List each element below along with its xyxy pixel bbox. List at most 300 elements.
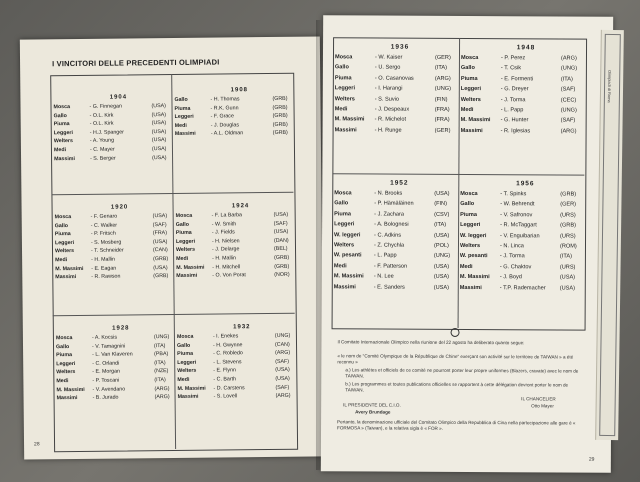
country-code: (GRB)	[153, 273, 169, 280]
winner-row	[176, 271, 306, 281]
year-heading: 1956	[516, 180, 535, 188]
country-code: (USA)	[152, 154, 167, 161]
country-code: (USA)	[273, 211, 289, 218]
athlete-name: - L. Van Klaveren	[92, 351, 133, 359]
athlete-name: - V. Enguibarian	[500, 232, 540, 240]
weight-class: Massimi	[174, 131, 196, 138]
athlete-name: - N. Lee	[373, 273, 394, 280]
winner-row	[335, 94, 465, 105]
athlete-name: - U. Sergo	[374, 64, 401, 72]
page-title: I VINCITORI DELLE PRECEDENTI OLIMPIADI	[52, 57, 220, 69]
athlete-name: - R.K. Gunn	[210, 104, 239, 112]
country-code: (ARG)	[154, 385, 170, 392]
signature-name: Avery Brundage	[355, 409, 391, 415]
winner-row	[335, 84, 465, 95]
year-block-1928	[56, 325, 187, 403]
country-code: (URS)	[560, 233, 576, 240]
signature-name: Otto Mayer	[531, 403, 554, 409]
year-heading: 1936	[390, 43, 410, 51]
athlete-name: - H. Nielsen	[211, 238, 240, 245]
athlete-name: - O. Casanovas	[374, 75, 414, 82]
athlete-name: - E. Sanders	[373, 284, 405, 291]
country-code: (CAN)	[274, 341, 290, 348]
weight-class: Massimi	[460, 127, 483, 134]
winner-row	[461, 126, 591, 137]
weight-class: Welters	[177, 368, 197, 375]
country-code: (CEC)	[560, 97, 577, 104]
announcement-paragraph: b.) Les programmes et toutes publications officielles se rapportent à cette délégation devront porter le nom de TAIWAN.	[345, 381, 569, 393]
year-block-1932	[177, 324, 308, 402]
weight-class: Mosca	[175, 212, 193, 219]
athlete-name: - Z. Chychla	[373, 242, 405, 249]
weight-class: Welters	[334, 95, 355, 103]
winner-row	[178, 392, 308, 402]
winner-row	[460, 210, 590, 221]
athlete-name: - A. Young	[89, 137, 115, 145]
country-code: (USA)	[151, 103, 166, 110]
country-code: (ITA)	[154, 377, 166, 384]
country-code: (ROM)	[559, 243, 577, 250]
weight-class: Mosca	[460, 54, 479, 62]
athlete-name: - H. Thomas	[210, 96, 240, 103]
winner-row	[460, 272, 590, 283]
country-code: (USA)	[152, 213, 168, 220]
athlete-name: - W. Smith	[211, 220, 237, 228]
athlete-name: - C. Adkins	[374, 232, 402, 239]
year-heading: 1924	[231, 203, 250, 210]
athlete-name: - H.J. Spanger	[89, 129, 124, 136]
winner-row	[55, 272, 185, 282]
year-heading: 1932	[233, 324, 251, 331]
weight-class: Gallo	[334, 64, 349, 71]
country-code: (FIN)	[434, 201, 447, 208]
winner-row	[461, 84, 591, 95]
winner-row	[460, 241, 590, 252]
athlete-name: - C. Orlandi	[92, 360, 120, 367]
athlete-name: - H. Runge	[374, 127, 402, 134]
athlete-name: - A. Bolognesi	[374, 221, 409, 228]
country-code: (SAF)	[560, 117, 576, 125]
weight-class: Massimi	[333, 283, 356, 291]
athlete-name: - J. Fields	[211, 229, 235, 236]
weight-class: Gallo	[174, 96, 188, 103]
announcement-paragraph: « le nom de "Comité Olympique de la République de Chine" exerçant son activité sur le territoire de TAIWAN » a été reconnu »	[337, 353, 574, 365]
weight-class: Medi	[459, 263, 473, 270]
athlete-name: - G. Finnegan	[89, 103, 122, 110]
country-code: (ARG)	[560, 128, 577, 135]
athlete-name: - H. Gwynne	[212, 341, 243, 349]
weight-class: Piuma	[460, 211, 477, 218]
country-code: (PBA)	[154, 351, 169, 358]
weight-class: Gallo	[175, 221, 190, 228]
weight-class: Mosca	[54, 214, 72, 221]
athlete-name: - V. Safronov	[500, 211, 533, 219]
weight-class: Medi	[177, 376, 190, 383]
weight-class: Piuma	[175, 229, 192, 237]
weight-class: Massimi	[334, 127, 357, 134]
signature-title: IL PRESIDENTE DEL C.I.O.	[343, 402, 401, 408]
athlete-name: - T. Schneider	[90, 247, 124, 255]
weight-class: M. Massimi	[55, 265, 84, 272]
country-code: (USA)	[151, 111, 167, 118]
country-code: (ARG)	[434, 75, 451, 82]
year-block-1948	[461, 44, 591, 137]
country-code: (GRB)	[153, 256, 169, 263]
weight-class: M. Massimi	[177, 385, 206, 392]
athlete-name: - V. Tamagnini	[91, 343, 126, 350]
weight-class: Gallo	[460, 201, 475, 208]
country-code: (SAF)	[275, 384, 290, 391]
year-block-1936	[335, 43, 465, 136]
winner-row	[335, 52, 465, 63]
weight-class: Piuma	[174, 105, 191, 112]
country-code: (USA)	[434, 190, 450, 197]
country-code: (ITA)	[434, 65, 447, 72]
country-code: (POL)	[433, 242, 449, 249]
signature-title: IL CHANCELIER	[521, 396, 556, 402]
announcement-paragraph: a.) Les athlètes et officiels de ce comité ne pourront porter leur propre uniformes (Blazers, cravate) avec le nom de TAIWAN.	[345, 367, 579, 379]
country-code: (USA)	[559, 274, 576, 281]
athlete-name: - O. Von Porat	[212, 272, 246, 279]
winner-row	[175, 129, 305, 139]
page-number: 28	[34, 441, 40, 448]
year-heading: 1904	[109, 94, 128, 101]
athlete-name: - E. Flynn	[213, 367, 236, 374]
winner-row	[334, 199, 464, 210]
weight-class: Piuma	[460, 75, 478, 82]
winner-row	[334, 240, 464, 251]
athlete-name: - B. Jurado	[92, 394, 119, 401]
athlete-name: - P. Perez	[500, 55, 526, 62]
athlete-name: - E. Formenti	[500, 75, 534, 83]
country-code: (GRB)	[272, 95, 288, 102]
athlete-name: - J. Despeaux	[374, 106, 410, 113]
weight-class: W. leggeri	[334, 231, 361, 239]
winner-row	[461, 105, 591, 116]
athlete-name: - P. Toscani	[92, 377, 120, 384]
country-code: (NZE)	[154, 368, 169, 375]
winner-row	[334, 209, 464, 220]
athlete-name: - F. Genaro	[90, 213, 118, 220]
country-code: (UNG)	[560, 65, 578, 72]
athlete-name: - P. Fritsch	[90, 230, 116, 238]
winner-row	[335, 125, 465, 136]
country-code: (ARG)	[275, 349, 291, 357]
weight-class: M. Massimi	[459, 274, 490, 281]
country-code: (GRB)	[274, 254, 290, 261]
weight-class: Welters	[53, 138, 73, 145]
athlete-name: - S. Suvio	[374, 96, 400, 103]
athlete-name: - T.P. Rademacher	[499, 284, 546, 292]
country-code: (CSV)	[434, 211, 450, 218]
winner-row	[460, 231, 590, 242]
athlete-name: - J. Zachara	[374, 211, 405, 218]
winner-row	[335, 104, 465, 115]
country-code: (USA)	[152, 238, 168, 245]
country-code: (CAN)	[152, 247, 168, 254]
winner-row	[461, 63, 591, 74]
country-code: (ITA)	[560, 76, 573, 83]
winner-row	[54, 153, 184, 163]
country-code: (ARG)	[560, 55, 577, 62]
winner-row	[335, 63, 465, 74]
winner-row	[335, 115, 465, 126]
country-code: (URS)	[560, 212, 576, 219]
country-code: (USA)	[151, 146, 167, 153]
weight-class: Medi	[176, 255, 189, 262]
country-code: (USA)	[153, 264, 168, 271]
year-heading: 1928	[112, 325, 130, 332]
athlete-name: - D. Carstens	[213, 384, 245, 392]
right-page	[321, 15, 613, 473]
athlete-name: - W. Kaiser	[374, 54, 403, 61]
country-code: (GER)	[434, 54, 451, 61]
athlete-name: - L. Papp	[500, 107, 524, 114]
athlete-name: - G. Dreyer	[500, 86, 529, 93]
athlete-name: - L. Stevens	[213, 359, 242, 366]
weight-class: Mosca	[334, 190, 352, 197]
winner-row	[460, 251, 590, 262]
weight-class: Mosca	[55, 335, 73, 342]
weight-class: Mosca	[460, 190, 478, 198]
weight-class: Medi	[174, 122, 187, 129]
country-code: (USA)	[433, 274, 450, 281]
country-code: (USA)	[275, 375, 290, 382]
weight-class: Gallo	[460, 65, 475, 72]
country-code: (GRB)	[272, 112, 288, 120]
weight-class: Mosca	[53, 104, 71, 111]
winner-row	[334, 282, 464, 293]
country-code: (ITA)	[434, 222, 447, 229]
athlete-name: - G. Chaktov	[499, 264, 532, 271]
country-code: (ITA)	[559, 253, 572, 260]
athlete-name: - F. La Barba	[211, 212, 243, 219]
winner-row	[334, 188, 464, 199]
country-code: (UNG)	[560, 107, 577, 114]
weight-class: Welters	[54, 248, 75, 255]
country-code: (UNG)	[153, 334, 170, 341]
country-code: (UNG)	[434, 86, 451, 93]
country-code: (FRA)	[152, 230, 168, 237]
weight-class: Gallo	[55, 343, 70, 350]
athlete-name: - S. Mosberg	[90, 239, 122, 246]
winner-row	[461, 115, 591, 126]
country-code: (GRB)	[560, 191, 577, 198]
weight-class: Leggeri	[175, 238, 196, 245]
year-heading: 1920	[110, 204, 129, 211]
weight-class: Massimi	[177, 393, 199, 401]
year-block-1952	[334, 179, 465, 293]
country-code: (UNG)	[433, 253, 451, 260]
weight-class: M. Massimi	[460, 117, 491, 124]
athlete-name: - R. Rawson	[91, 273, 121, 281]
weight-class: Medi	[333, 263, 347, 270]
country-code: (GRB)	[560, 222, 576, 229]
winner-row	[460, 262, 590, 273]
weight-class: Massimi	[55, 274, 77, 281]
athlete-name: - V. Avendano	[92, 386, 126, 393]
country-code: (BEL)	[273, 246, 288, 253]
year-heading: 1908	[230, 87, 249, 94]
athlete-name: - P. Hämäläinen	[374, 200, 414, 208]
athlete-name: - L. Papp	[373, 252, 397, 260]
weight-class: Leggeri	[54, 239, 75, 247]
weight-class: Leggeri	[334, 221, 355, 228]
weight-class: W. pesanti	[333, 252, 362, 259]
athlete-name: - N. Brooks	[374, 190, 403, 197]
country-code: (GRB)	[272, 104, 288, 111]
country-code: (GER)	[434, 127, 451, 134]
athlete-name: - W. Behrendt	[500, 201, 535, 208]
country-code: (FRA)	[434, 117, 450, 124]
weight-class: Gallo	[334, 200, 349, 207]
country-code: (USA)	[275, 367, 290, 374]
winner-row	[461, 74, 591, 85]
country-code: (USA)	[151, 137, 167, 144]
announcement-paragraph: Pertanto, la denominazione ufficiale del Comitato Olimpico della Repubblica di Cina nella partecipazione alle gare è « FORMOSA » (Taiwan), e la relativa sigla è « FOR ».	[337, 419, 576, 432]
weight-class: Medi	[460, 106, 474, 114]
winner-row	[334, 272, 464, 283]
weight-class: Welters	[459, 242, 481, 250]
athlete-name: - J. Douglas	[210, 122, 240, 129]
country-code: (USA)	[559, 285, 576, 292]
weight-class: M. Massimi	[334, 116, 365, 123]
strip-label: Olimpiadi di Roma	[606, 69, 613, 103]
year-block-1908	[174, 87, 305, 139]
winner-row	[334, 230, 464, 241]
weight-class: W. leggeri	[460, 232, 487, 239]
country-code: (FRA)	[434, 106, 450, 113]
athlete-name: - A.L. Oldman	[210, 130, 244, 137]
country-code: (SAF)	[560, 86, 576, 93]
athlete-name: - N. Linca	[499, 243, 524, 250]
winner-row	[460, 220, 590, 231]
winner-row	[460, 199, 590, 210]
country-code: (SAF)	[273, 220, 288, 227]
athlete-name: - O.L. Kirk	[89, 112, 114, 119]
winner-row	[460, 189, 590, 200]
weight-class: Mosca	[176, 333, 194, 340]
country-code: (UNG)	[274, 332, 291, 339]
country-code: (URS)	[559, 264, 576, 271]
weight-class: Leggeri	[53, 129, 73, 137]
athlete-name: - H. Mitchell	[212, 263, 241, 271]
winner-row	[461, 53, 591, 64]
year-block-1904	[53, 94, 184, 164]
athlete-name: - E. Eagan	[91, 265, 117, 272]
weight-class: Piuma	[334, 75, 352, 82]
athlete-name: - R. McTaggart	[500, 222, 537, 229]
athlete-name: - H. Mallin	[212, 255, 236, 262]
athlete-name: - C. Robledo	[213, 350, 243, 357]
year-heading: 1952	[390, 179, 409, 187]
weight-class: Gallo	[176, 342, 191, 349]
weight-class: Medi	[53, 147, 67, 154]
country-code: (NOR)	[274, 271, 290, 279]
weight-class: Welters	[333, 242, 355, 249]
winner-row	[461, 95, 591, 106]
country-code: (USA)	[433, 263, 450, 270]
year-block-1956	[460, 180, 591, 294]
country-code: (GRB)	[274, 263, 290, 270]
country-code: (DAN)	[273, 237, 289, 244]
weight-class: Medi	[334, 106, 348, 113]
country-code: (GRB)	[272, 121, 288, 128]
page-number: 29	[588, 456, 595, 463]
country-code: (USA)	[151, 128, 167, 135]
weight-class: Massimi	[459, 284, 482, 291]
athlete-name: - J. Torma	[499, 253, 525, 260]
winner-row	[460, 283, 590, 294]
weight-class: Leggeri	[334, 85, 356, 92]
weight-class: Leggeri	[460, 86, 482, 93]
athlete-name: - C. Walker	[90, 222, 118, 229]
weight-class: M. Massimi	[176, 264, 205, 271]
country-code: (FIN)	[434, 96, 448, 103]
weight-class: Leggeri	[177, 359, 197, 366]
athlete-name: - S. Lovell	[213, 393, 238, 400]
weight-class: Welters	[460, 96, 481, 103]
year-block-1924	[176, 203, 307, 281]
athlete-name: - I. Harangi	[374, 85, 403, 92]
athlete-name: - O.L. Kirk	[89, 120, 114, 128]
weight-class: Leggeri	[174, 113, 194, 121]
winner-row	[334, 220, 464, 231]
weight-class: M. Massimi	[333, 273, 364, 280]
announcement-paragraph: Il Comitato Internazionale Olimpico nella riunione del 22 agosto ha deliberato quanto segue:	[337, 339, 525, 346]
athlete-name: - S. Berger	[90, 155, 116, 162]
winner-row	[57, 393, 187, 403]
athlete-name: - F. Patterson	[373, 263, 408, 270]
athlete-name: - R. Michelot	[374, 116, 407, 124]
country-code: (USA)	[434, 232, 450, 239]
country-code: (ARG)	[275, 392, 291, 400]
weight-class: Piuma	[177, 350, 194, 358]
weight-class: Piuma	[53, 121, 70, 128]
country-code: (USA)	[433, 284, 450, 291]
athlete-name: - T. Spinks	[500, 191, 527, 198]
athlete-name: - R. Iglesias	[500, 128, 531, 135]
country-code: (ARG)	[154, 394, 170, 401]
weight-class: Mosca	[334, 54, 353, 61]
weight-class: Massimi	[56, 395, 78, 402]
country-code: (GRB)	[272, 130, 288, 137]
left-page	[20, 36, 324, 459]
weight-class: Massimi	[176, 272, 198, 280]
athlete-name: - J. Delarge	[211, 246, 240, 253]
year-block-1920	[55, 204, 186, 282]
country-code: (ITA)	[154, 359, 166, 366]
weight-class: Piuma	[56, 352, 73, 359]
weight-class: Welters	[56, 369, 76, 376]
weight-class: Leggeri	[56, 360, 76, 367]
athlete-name: - F. Grace	[210, 113, 234, 120]
weight-class: W. pesanti	[459, 253, 488, 260]
athlete-name: - G. Hunter	[500, 117, 529, 124]
athlete-name: - I. Enekes	[212, 333, 239, 340]
weight-class: Gallo	[53, 112, 67, 119]
winner-row	[334, 261, 464, 272]
athlete-name: - A. Kocsis	[91, 334, 117, 341]
athlete-name: - C. Mayer	[89, 146, 115, 153]
weight-class: Medi	[56, 378, 69, 385]
athlete-name: - T. Csik	[500, 65, 522, 72]
weight-class: Medi	[55, 257, 68, 264]
weight-class: Piuma	[334, 211, 351, 218]
athlete-name: - C. Barth	[213, 376, 237, 383]
country-code: (ITA)	[153, 342, 166, 349]
weight-class: Massimi	[54, 155, 75, 162]
